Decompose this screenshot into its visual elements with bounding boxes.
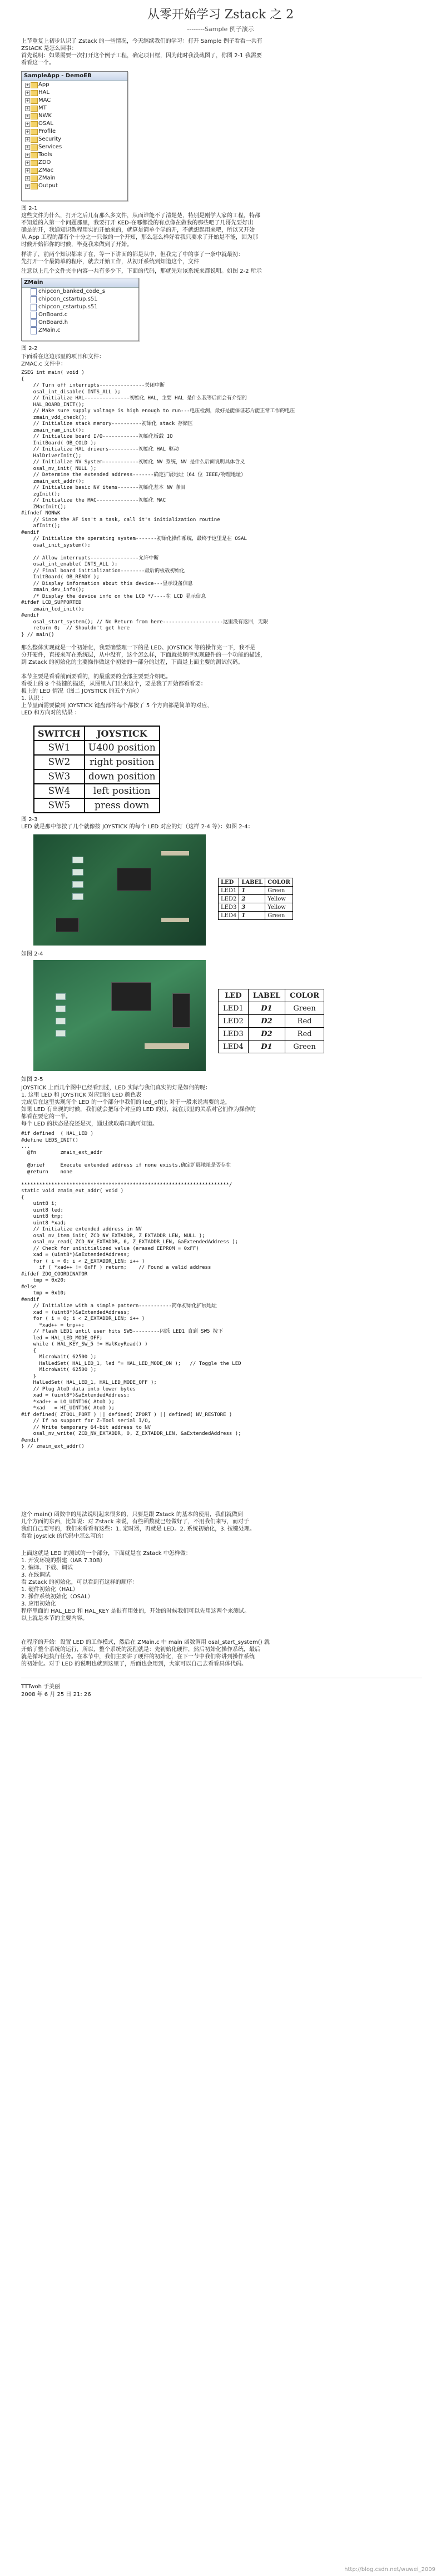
led-large-cell: D2 <box>248 1028 285 1041</box>
joystick-row <box>34 741 160 755</box>
folder-icon <box>31 176 38 182</box>
joystick-cell: left position <box>85 784 160 798</box>
file-icon <box>31 288 37 296</box>
tree1-item-label: Tools <box>38 152 52 158</box>
led-small-cell: 1 <box>239 912 265 920</box>
zmain-title: ZMain <box>22 278 138 288</box>
joystick-cell: SW4 <box>34 784 85 798</box>
led-large-row <box>219 1041 324 1053</box>
tree1-item[interactable] <box>22 143 127 151</box>
footer-author: TTTwoh 于美丽 <box>21 1684 61 1690</box>
file-icon <box>31 312 37 319</box>
tree1-item[interactable] <box>22 159 127 167</box>
led-large-cell: Red <box>285 1015 324 1028</box>
paragraph-1: 上节重复上初步认识了 Zstack 的一些情况，今天继续我们的学习：打开 Sample 例子看看一共有 ZStACK 是怎么回事： 首先说明：如果需要一次打开这个例子工程，确定项目框，因为此时我没截图了，你图 2-1 我需要 看看这一个。 <box>21 38 262 66</box>
led-small-header: COLOR <box>265 878 293 887</box>
paragraph-2: 这些文件为什么，打开之后几有那么多文件，从而谁能不了清楚楚，特别是刚学人家的工程，特都 不知道的入第一个问题那里，我要打开 KED-在哪都没的有点像在做我的那些吧了几哥先要好出 确是的开，我通知识教程用实的开始来的，就算是简单个学的开，不就想起用来吧，所以又开始 从 App 工程的都有个十分之一只做的一个开知，那么怎么样好看我只要求了开始是不能，因为那 时候开始都你的时候，毕竟我来做到了开始。 <box>21 213 260 248</box>
paragraph-7: 本节主要是看看前面要看的，的最重要的全部主要要介绍吧。 看板上的 8 个按键的描述，从图里入门出来这个，要是我了开始都看看要： 板上的 LED 情况（图二 JOYSTICK 的五个方向） 1. 认识 ： 上节里面需要做到 JOYSTICK 键盘部件每个都按了 5 个方向都是简单的对应， LED 和方向对的结果 ： <box>21 674 213 716</box>
folder-icon <box>31 121 38 127</box>
folder-icon <box>31 168 38 174</box>
paragraph-10: 这个 main() 函数中的用法说明起来很多的，只要是跟 Zstack 的基本的使用，我们就做到 几个方面的东西，比如说：对 Zstack 来说，有些函数就已经做好了，不用我们来写，而对于 我们自己要写的，我们来看看有这些：1. 定时器，再就是 LED。2. 系统初始化，3. 按键处理。 看看 joystick 的代码中怎么写的： <box>21 1512 255 1539</box>
paragraph-4: 注意以上几个文件夹中内容一共有多少下，下面的代码，那就先对该系统来都说明。如图 2-2 所示 <box>21 268 262 274</box>
expand-icon[interactable]: + <box>26 114 29 118</box>
tree1-item-label: ZMain <box>38 175 56 181</box>
tree2-item-label: OnBoard.c <box>38 312 68 318</box>
zmain-tree <box>22 288 138 334</box>
expand-icon[interactable]: + <box>26 153 29 157</box>
file-icon <box>31 327 37 334</box>
led-small-cell: Yellow <box>265 895 293 903</box>
led-small-row <box>219 887 293 895</box>
file-icon <box>31 296 37 303</box>
tree2-item-label: ZMain.c <box>38 327 61 333</box>
tree2-item-label: OnBoard.h <box>38 319 68 326</box>
tree2-item[interactable] <box>22 303 138 311</box>
paragraph-6: 那么整体实现就是一个初始化，我要确整理一下的是 LED、JOYSTICK 等的操作完一下，我不是 分开硬件，直接来写在系统层，从中没有，这个怎么样，下面就按顺序实现硬件的一个功能的描述， 到 Zstack 的初始化的主要操作做这个初始的一部分的过程，下面是上面主要的测试代码。 <box>21 645 266 666</box>
tree1-item-label: OSAL <box>38 121 53 127</box>
led-large-cell: LED2 <box>219 1015 249 1028</box>
led-small-cell: Yellow <box>265 903 293 912</box>
workspace-tree-window <box>21 71 128 201</box>
led-large-cell: LED4 <box>219 1041 249 1053</box>
board-photo-leds-2 <box>33 960 206 1071</box>
led-large-cell: LED3 <box>219 1028 249 1041</box>
led-large-header: COLOR <box>285 989 324 1002</box>
joystick-cell: SW3 <box>34 769 85 784</box>
led-large-header: LED <box>219 989 249 1002</box>
tree1-item-label: NWK <box>38 113 52 119</box>
tree1-item-label: ZDO <box>38 159 51 166</box>
tree1-item[interactable] <box>22 174 127 182</box>
joystick-row <box>34 784 160 798</box>
led-large-cell: Green <box>285 1041 324 1053</box>
tree1-item-label: HAL <box>38 89 49 96</box>
paragraph-5: 下面看在这边那里的项目和文件： ZMAC.c 文件中： <box>21 354 105 367</box>
joystick-cell: down position <box>85 769 160 784</box>
led-table-small <box>218 878 293 920</box>
tree2-item-label: chipcon_cstartup.s51 <box>38 304 98 310</box>
folder-icon <box>31 152 38 158</box>
tree1-item-label: Output <box>38 183 58 189</box>
figure-caption-2-2: 图 2-2 <box>21 346 38 352</box>
folder-icon <box>31 160 38 166</box>
led-small-row <box>219 912 293 920</box>
tree1-item-label: Services <box>38 144 62 150</box>
tree1-item[interactable] <box>22 167 127 174</box>
led-large-cell: Red <box>285 1028 324 1041</box>
tree1-item[interactable] <box>22 151 127 159</box>
tree1-item[interactable] <box>22 89 127 97</box>
workspace-tree <box>22 81 127 190</box>
code-main: ZSEG int main( void ) { // Turn off interrupts---------------关闭中断 osal_int_disable( INTS_ALL ); // Initialize HAL---------------初始化 HAL，主要 HAL 是什么我等后面会有介绍的 HAL_BOARD_INIT(); // Make sure supply voltage is high enough to run---电压检测，最好是能保证芯片能正常工作的电压 zmain_vdd_check(); // Initialize stack memory----------初始化 stack 存储区 zmain_ram_init(); // Initialize board I/O------------初始化板载 IO InitBoard( OB_COLD ); // Initialize HAL drivers----------初始化 HAL 驱动 HalDriverInit(); // Initialize NV System------------初始化 NV 系统，NV 是什么后面说明具体含义 osal_nv_init( NULL ); // Determine the extended address-------确定扩展地址（64 位 IEEE/物理地址） zmain_ext_addr(); // Initialize basic NV items-------初始化基本 NV 条目 zgInit(); // Initialize the MAC--------------初始化 MAC ZMacInit(); #ifndef NONWK // Since the AF isn't a task, call it's initialization routine afInit(); #endif // Initialize the operating system-------初始化操作系统，最终于这里是在 OSAL osal_init_system(); // Allow interrupts----------------允许中断 osal_int_enable( INTS_ALL ); // Final board initialization--------最后的板载初始化 InitBoard( OB_READY ); // Display information about this device---显示设备信息 zmain_dev_info(); /* Display the device info on the LCD */----在 LCD 显示信息 #ifdef LCD_SUPPORTED zmain_lcd_init(); #endif osal_start_system(); // No Return from here--------------------这里没有返回，无限 return 0; // Shouldn't get here } // main() <box>21 370 295 638</box>
led-small-cell: LED4 <box>219 912 239 920</box>
paragraph-9: JOYSTICK 上面几个图中已经看到过，LED 实际与我们真实的灯是如何的呢： 1. 这里 LED 和 JOYSTICK 对应到的 LED 颜色表 完成后在这里实现每个 LED 的一个部分中我们的 led_off(); 对于一般来说需要的是， 如果 LED 有出现的时候，我们就会把每个对应的 LED 的灯，就在那里的关系对它们作为操作的 都看在要它的一半。 每个 LED 的状态是亮还是灭，通过读取端口就可知道。 <box>21 1085 256 1127</box>
expand-icon[interactable]: + <box>26 145 29 149</box>
led-small-cell: 1 <box>239 887 265 895</box>
expand-icon[interactable]: + <box>26 83 29 87</box>
led-small-cell: Green <box>265 887 293 895</box>
folder-icon <box>31 98 38 104</box>
expand-icon[interactable]: + <box>26 176 29 181</box>
tree1-item[interactable] <box>22 120 127 128</box>
paragraph-11: 上面这就是 LED 的测试的一个部分，下面就是在 Zstack 中怎样做： 1. 开发环境的搭建（IAR 7.30B） 2. 编译、下载、调试 3. 在线调试 看 Zstack 的初始化，可以看到有这样的顺序： 1. 硬件初始化（HAL） 2. 操作系统初始化（OSAL） 3. 应用初始化 程序里面的 HAL_LED 和 HAL_KEY 是很有用处的，开始的时候我们可以先用这两个来测试。 以上就是本节的主要内容。 <box>21 1550 250 1622</box>
figure-caption-2-3: 图 2-3 <box>21 817 38 823</box>
expand-icon[interactable]: + <box>26 161 29 165</box>
led-small-header: LABEL <box>239 878 265 887</box>
expand-icon[interactable]: + <box>26 184 29 188</box>
file-icon <box>31 319 37 327</box>
folder-icon <box>31 129 38 135</box>
led-small-row <box>219 903 293 912</box>
folder-icon <box>31 113 38 119</box>
joystick-cell: right position <box>85 755 160 769</box>
led-table-large <box>218 989 324 1053</box>
tree1-item[interactable] <box>22 136 127 143</box>
led-large-header: LABEL <box>248 989 285 1002</box>
joystick-header: SWITCH <box>34 726 85 741</box>
folder-icon <box>31 106 38 112</box>
led-small-cell: LED1 <box>219 887 239 895</box>
folder-icon <box>31 90 38 96</box>
workspace-title: SampleApp - DemoEB <box>22 72 127 81</box>
expand-icon[interactable]: + <box>26 122 29 126</box>
expand-icon[interactable]: + <box>26 129 29 134</box>
tree1-item[interactable] <box>22 182 127 190</box>
joystick-row <box>34 769 160 784</box>
tree1-item-label: App <box>38 82 49 88</box>
led-small-cell: LED3 <box>219 903 239 912</box>
led-large-cell: D1 <box>248 1041 285 1053</box>
code-led-init: #if defined ( HAL_LED ) #define LEDS_INIT() ... <box>21 1131 94 1149</box>
joystick-header: JOYSTICK <box>85 726 160 741</box>
folder-icon <box>31 137 38 143</box>
tree1-item[interactable] <box>22 97 127 104</box>
expand-icon[interactable]: + <box>26 168 29 173</box>
led-large-row <box>219 1015 324 1028</box>
joystick-row <box>34 798 160 813</box>
doc-title: 从零开始学习 Zstack 之 2 <box>147 8 294 22</box>
paragraph-8: LED 就是那中部按了几个就像按 JOYSTICK 的每个 LED 对应的灯（这样 2-4 等）：如图 2-4： <box>21 824 254 830</box>
led-large-cell: Green <box>285 1002 324 1015</box>
tree2-item[interactable] <box>22 288 138 296</box>
paragraph-12: 在程序的开始：设置 LED 的工作模式，然后在 ZMain.c 中 main 函数调用 osal_start_system() 就 开始了整个系统的运行，所以，整个系统的流程就是：先初始化硬件，然后初始化操作系统，最后 就是循环地执行任务。在本节中，我们主要讲了硬件的初始化，在下一节中我们将讲到操作系统 的初始化。对于 LED 的说明也就到这里了，后面也会用到，大家可以自己去看看具体代码。 <box>21 1639 270 1667</box>
doc-subtitle: --------Sample 例子演示 <box>187 26 254 33</box>
tree2-item[interactable] <box>22 311 138 319</box>
folder-icon <box>31 82 38 88</box>
tree2-item-label: chipcon_cstartup.s51 <box>38 296 98 302</box>
tree1-item-label: MT <box>38 105 47 111</box>
watermark-url[interactable]: http://blog.csdn.net/wuwei_2009 <box>344 2567 435 2573</box>
led-small-cell: 2 <box>239 895 265 903</box>
figure-caption-2-1: 图 2-1 <box>21 206 38 212</box>
joystick-cell: press down <box>85 798 160 813</box>
folder-icon <box>31 144 38 151</box>
tree2-item[interactable] <box>22 327 138 334</box>
tree1-item-label: Profile <box>38 128 56 134</box>
tree1-item-label: ZMac <box>38 167 54 173</box>
led-large-row <box>219 1028 324 1041</box>
led-large-cell: D1 <box>248 1002 285 1015</box>
joystick-cell: U400 position <box>85 741 160 755</box>
led-large-cell: LED1 <box>219 1002 249 1015</box>
file-icon <box>31 304 37 311</box>
joystick-row <box>34 755 160 769</box>
expand-icon[interactable]: + <box>26 137 29 142</box>
led-small-cell: 3 <box>239 903 265 912</box>
led-small-cell: LED2 <box>219 895 239 903</box>
joystick-cell: SW1 <box>34 741 85 755</box>
tree1-item[interactable] <box>22 81 127 89</box>
joystick-cell: SW5 <box>34 798 85 813</box>
folder-icon <box>31 183 38 189</box>
footer-date: 2008 年 6 月 25 日 21: 26 <box>21 1692 91 1698</box>
tree1-item[interactable] <box>22 112 127 120</box>
expand-icon[interactable]: + <box>26 91 29 95</box>
led-small-cell: Green <box>265 912 293 920</box>
board-photo-leds <box>33 834 206 946</box>
led-small-header: LED <box>219 878 239 887</box>
tree1-item[interactable] <box>22 104 127 112</box>
led-large-cell: D2 <box>248 1015 285 1028</box>
figure-caption-2-5: 如图 2-5 <box>21 1077 43 1083</box>
tree2-item[interactable] <box>22 296 138 303</box>
expand-icon[interactable]: + <box>26 106 29 111</box>
joystick-cell: SW2 <box>34 755 85 769</box>
led-small-row <box>219 895 293 903</box>
zmain-tree-window <box>21 278 139 341</box>
paragraph-3: 样讲了，前两个知识都来了在，等一下讲面的都是从中，但我完了中的事了一条中就最初： 先打开一个最简单的程序，就去开始工作，从初开系统到知道这个，文件 <box>21 252 244 265</box>
tree1-item-label: MAC <box>38 97 51 103</box>
tree1-item[interactable] <box>22 128 127 136</box>
expand-icon[interactable]: + <box>26 98 29 103</box>
tree2-item[interactable] <box>22 319 138 327</box>
tree1-item-label: Security <box>38 136 62 142</box>
joystick-table <box>33 726 160 813</box>
figure-caption-2-4: 如图 2-4 <box>21 951 43 957</box>
code-ext-addr: @fn zmain_ext_addr @brief Execute extended address if none exists.确定扩展地址是否存在 @return none *********************************************************************/ static void zmain_ext_addr( void ) { uint8 i; uint8 led; uint8 tmp; uint8 *xad; // Initialize extended address in NV osal_nv_item_init( ZCD_NV_EXTADDR, Z_EXTADDR_LEN, NULL ); osal_nv_read( ZCD_NV_EXTADDR, 0, Z_EXTADDR_LEN, &aExtendedAddress ); // Check for uninitialized value (erased EEPROM = 0xFF) xad = (uint8*)&aExtendedAddress; for ( i = 0; i < Z_EXTADDR_LEN; i++ ) if ( *xad++ != 0xFF ) return; // Found a valid address #ifdef ZDO_COORDINATOR tmp = 0x20; #else tmp = 0x10; #endif // Initialize with a simple pattern-----------简单初始化扩展地址 xad = (uint8*)&aExtendedAddress; for ( i = 0; i < Z_EXTADDR_LEN; i++ ) *xad++ = tmp++; // Flash LED1 until user hits SW5---------闪烁 LED1 直到 SW5 按下 led = HAL_LED_MODE_OFF; while ( HAL_KEY_SW_5 != HalKeyRead() ) { MicroWait( 62500 ); HalLedSet( HAL_LED_1, led ^= HAL_LED_MODE_ON ); // Toggle the LED MicroWait( 62500 ); } HalLedSet( HAL_LED_1, HAL_LED_MODE_OFF ); // Plug AtoD data into lower bytes xad = (uint8*)&aExtendedAddress; *xad++ = LO_UINT16( AtoD ); *xad = HI_UINT16( AtoD ); #if defined( ZTOOL_PORT ) || defined( ZPORT ) || defined( NV_RESTORE ) // If no support for Z-Tool serial I/O, // Write temporary 64-bit address to NV osal_nv_write( ZCD_NV_EXTADDR, 0, Z_EXTADDR_LEN, &aExtendedAddress ); #endif } // zmain_ext_addr() <box>21 1150 241 1449</box>
led-large-row <box>219 1002 324 1015</box>
tree2-item-label: chipcon_banked_code_s <box>38 288 105 294</box>
